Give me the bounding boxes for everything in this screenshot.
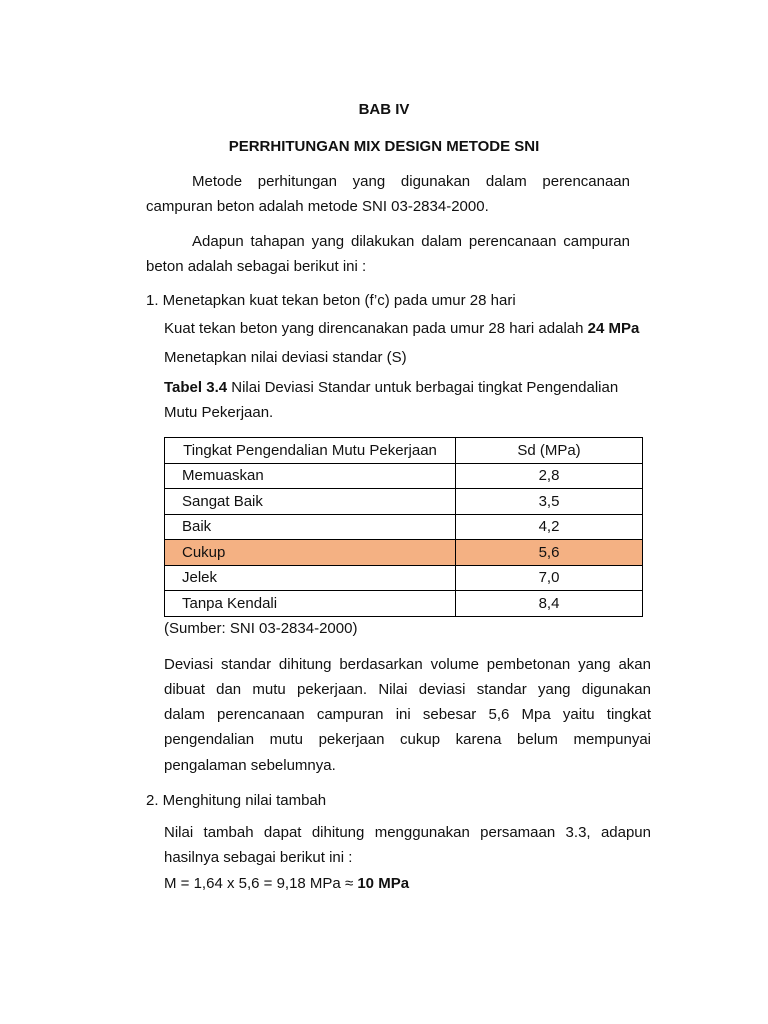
table-cell-level: Sangat Baik <box>165 489 456 515</box>
table-cell-level: Tanpa Kendali <box>165 591 456 617</box>
table-cell-sd: 5,6 <box>456 540 643 566</box>
table-caption-line2: Mutu Pekerjaan. <box>164 404 274 421</box>
table-cell-sd: 4,2 <box>456 514 643 540</box>
para3-line2-text: dibuat dan mutu pekerjaan. Nilai deviasi standar yang digunakan <box>164 681 651 698</box>
deviation-line: Menetapkan nilai deviasi standar (S) <box>164 349 407 366</box>
para1-line1-text: Metode perhitungan yang digunakan dalam perencanaan <box>192 173 630 190</box>
strength-value: 24 MPa <box>587 320 640 337</box>
table-caption-label: Tabel 3.4 <box>164 379 228 396</box>
para3-line1-text: Deviasi standar dihitung berdasarkan volume pembetonan yang akan <box>164 656 651 673</box>
table-body <box>165 463 643 616</box>
step2-line1 <box>164 824 651 841</box>
para3-line3-text: dalam perencanaan campuran ini sebesar 5,6 Mpa yaitu tingkat <box>164 706 651 723</box>
step2-heading: 2. Menghitung nilai tambah <box>146 792 327 809</box>
para2-line1-text: Adapun tahapan yang dilakukan dalam perencanaan campuran <box>192 233 630 250</box>
formula-text: M = 1,64 x 5,6 = 9,18 MPa ≈ <box>164 875 358 892</box>
table-source: (Sumber: SNI 03-2834-2000) <box>164 620 358 637</box>
table-header-sd: Sd (MPa) <box>456 438 643 464</box>
step1-heading: 1. Menetapkan kuat tekan beton (f’c) pada umur 28 hari <box>146 292 516 309</box>
table-cell-level: Cukup <box>165 540 456 566</box>
table-row <box>165 591 643 617</box>
table-cell-level: Jelek <box>165 565 456 591</box>
strength-text: Kuat tekan beton yang direncanakan pada umur 28 hari adalah <box>164 320 588 337</box>
para3-line1 <box>164 656 651 673</box>
table-row <box>165 565 643 591</box>
para3-line4 <box>164 731 651 748</box>
table-cell-sd: 8,4 <box>456 591 643 617</box>
deviation-table <box>164 437 643 617</box>
step2-line2: hasilnya sebagai berikut ini : <box>164 849 353 866</box>
para1-line1 <box>192 173 630 190</box>
table-caption-text: Nilai Deviasi Standar untuk berbagai tingkat Pengendalian <box>227 379 619 396</box>
para3-line3 <box>164 706 651 723</box>
formula-result: 10 MPa <box>357 875 410 892</box>
table-caption-line1 <box>164 379 618 396</box>
para1-line2: campuran beton adalah metode SNI 03-2834-2000. <box>146 198 489 215</box>
para3-line2 <box>164 681 651 698</box>
table-cell-level: Memuaskan <box>165 463 456 489</box>
table-header-row <box>165 438 643 464</box>
document-title: PERRHITUNGAN MIX DESIGN METODE SNI <box>228 138 540 155</box>
table-cell-sd: 2,8 <box>456 463 643 489</box>
chapter-heading: BAB IV <box>358 101 410 118</box>
para2-line2: beton adalah sebagai berikut ini : <box>146 258 367 275</box>
table-row <box>165 514 643 540</box>
table-cell-level: Baik <box>165 514 456 540</box>
para3-line5: pengalaman sebelumnya. <box>164 757 336 774</box>
step2-line1-text: Nilai tambah dapat dihitung menggunakan persamaan 3.3, adapun <box>164 824 651 841</box>
strength-line <box>164 320 639 337</box>
table-row <box>165 463 643 489</box>
table-cell-sd: 3,5 <box>456 489 643 515</box>
table-cell-sd: 7,0 <box>456 565 643 591</box>
formula-line <box>164 875 409 892</box>
table-row <box>165 540 643 566</box>
para3-line4-text: pengendalian mutu pekerjaan cukup karena belum mempunyai <box>164 731 651 748</box>
table-header-level: Tingkat Pengendalian Mutu Pekerjaan <box>165 438 456 464</box>
para2-line1 <box>192 233 630 250</box>
table-row <box>165 489 643 515</box>
